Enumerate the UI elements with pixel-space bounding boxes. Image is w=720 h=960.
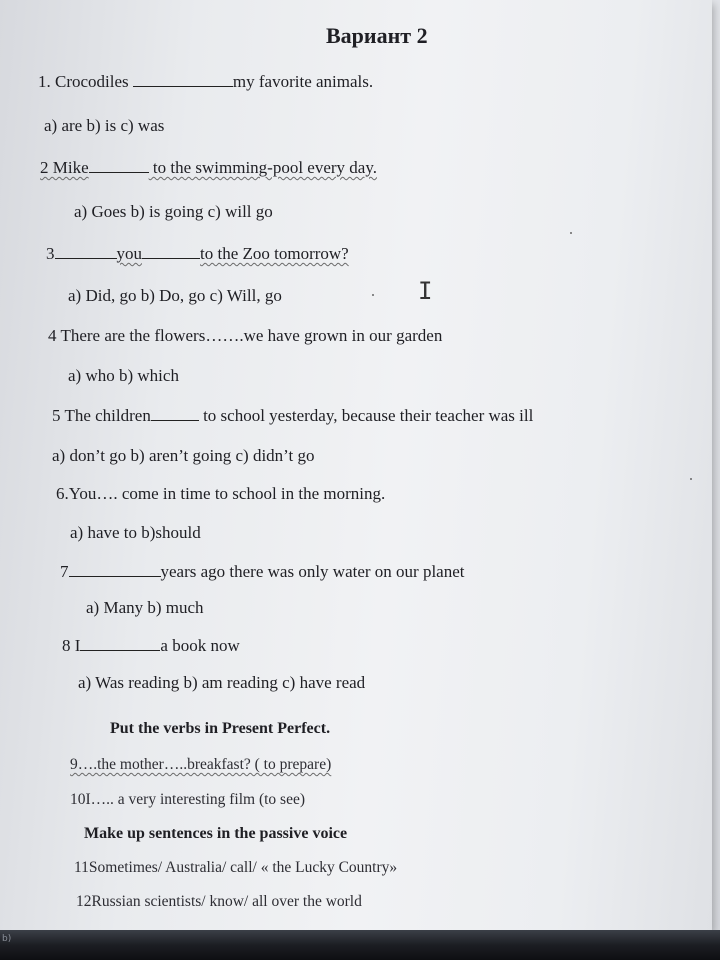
answer-blank bbox=[151, 406, 199, 421]
question-3 bbox=[46, 244, 349, 264]
answer-blank bbox=[80, 636, 160, 651]
answer-blank bbox=[69, 562, 161, 577]
question-7-number: 7 bbox=[60, 562, 69, 581]
question-7 bbox=[60, 562, 465, 582]
question-11: 11Sometimes/ Australia/ call/ « the Lucky Country» bbox=[74, 859, 398, 876]
question-7-end: years ago there was only water on our planet bbox=[160, 562, 465, 581]
bezel-label: b) bbox=[2, 934, 12, 944]
text-cursor-icon: I bbox=[418, 277, 433, 305]
question-5-start: 5 The children bbox=[52, 406, 151, 425]
speck bbox=[372, 294, 374, 296]
answer-blank bbox=[89, 158, 149, 173]
question-3-options: a) Did, go b) Do, go c) Will, go bbox=[68, 286, 282, 305]
question-6: 6.You…. come in time to school in the morning. bbox=[56, 484, 386, 503]
question-3-word: you bbox=[116, 244, 142, 263]
page-title: Вариант 2 bbox=[326, 23, 428, 48]
section-heading-present-perfect: Put the verbs in Present Perfect. bbox=[110, 720, 331, 737]
section-heading-passive-voice: Make up sentences in the passive voice bbox=[84, 825, 348, 842]
question-8-end: a book now bbox=[160, 636, 240, 655]
question-3-end: to the Zoo tomorrow? bbox=[200, 244, 349, 263]
speck bbox=[690, 478, 692, 480]
question-5 bbox=[52, 406, 533, 426]
question-1-end: my favorite animals. bbox=[232, 72, 374, 91]
question-6-options: a) have to b)should bbox=[70, 523, 201, 542]
question-10: 10I….. a very interesting film (to see) bbox=[70, 791, 306, 808]
question-12: 12Russian scientists/ know/ all over the world bbox=[76, 893, 362, 910]
answer-blank bbox=[142, 244, 200, 259]
question-5-end: to school yesterday, because their teacher was ill bbox=[198, 406, 534, 425]
question-7-options: a) Many b) much bbox=[86, 598, 204, 617]
question-3-number: 3 bbox=[46, 244, 55, 263]
question-2 bbox=[40, 158, 377, 178]
question-2-start: 2 Mike bbox=[40, 158, 89, 177]
question-2-options: a) Goes b) is going c) will go bbox=[74, 202, 273, 221]
answer-blank bbox=[55, 244, 117, 259]
question-1 bbox=[38, 72, 373, 92]
question-9: 9….the mother…..breakfast? ( to prepare) bbox=[70, 756, 332, 773]
question-8-number: 8 I bbox=[62, 636, 81, 655]
speck bbox=[570, 232, 572, 234]
question-2-end: to the swimming-pool every day. bbox=[148, 158, 377, 177]
question-1-start: 1. Crocodiles bbox=[38, 72, 133, 91]
monitor-bezel bbox=[0, 930, 720, 960]
question-8-options: a) Was reading b) am reading c) have read bbox=[78, 673, 366, 692]
question-5-options: a) don’t go b) aren’t going c) didn’t go bbox=[52, 446, 315, 465]
question-1-options: a) are b) is c) was bbox=[44, 116, 165, 135]
question-4-options: a) who b) which bbox=[68, 366, 179, 385]
question-8 bbox=[62, 636, 240, 656]
question-4: 4 There are the flowers…….we have grown in our garden bbox=[48, 326, 443, 345]
answer-blank bbox=[133, 72, 233, 87]
